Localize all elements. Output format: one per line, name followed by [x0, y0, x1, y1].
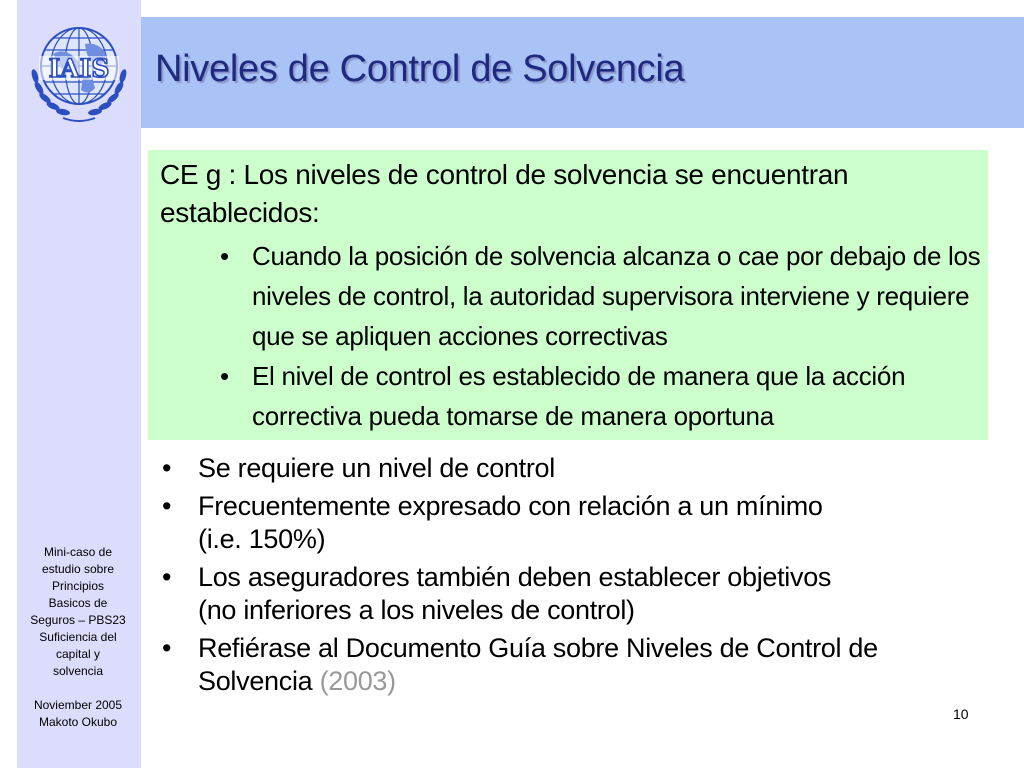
main-bullet-text: Frecuentemente expresado con relación a un mínimo — [198, 491, 823, 521]
main-bullet-text: Refiérase al Documento Guía sobre Niveles de Control de Solvencia — [198, 633, 878, 696]
main-bullet-year: (2003) — [319, 666, 396, 696]
iais-logo — [23, 14, 135, 126]
sidebar-caption-line: Seguros – PBS23 — [30, 613, 126, 627]
bullet-icon: • — [162, 453, 172, 483]
callout-bullet — [218, 356, 988, 436]
callout-bullet-text: Cuando la posición de solvencia alcanza o cae por debajo de los niveles de control, la autoridad supervisora interviene y requiere que se apliquen acciones correctivas — [252, 241, 981, 351]
main-bullet-text: Los aseguradores también deben establecer objetivos — [198, 562, 832, 592]
main-bullet — [158, 490, 958, 556]
callout-bullet — [218, 236, 988, 356]
sidebar-caption-line: Principios — [51, 579, 105, 593]
bullet-icon: • — [162, 562, 172, 592]
sidebar-caption-line: solvencia — [52, 664, 104, 678]
sidebar-caption-line: Basicos de — [48, 596, 108, 610]
bullet-icon: • — [220, 241, 229, 271]
sidebar-meta — [24, 697, 132, 731]
logo-text: IAIS — [48, 54, 110, 83]
sidebar-caption — [24, 544, 132, 680]
main-bullet — [158, 561, 958, 627]
sidebar-caption-line: Suficiencia del — [39, 630, 117, 644]
main-bullet — [158, 632, 958, 698]
main-bullet — [158, 452, 958, 485]
page-title: Niveles de Control de Solvencia — [155, 48, 685, 90]
callout-heading: CE g : Los niveles de control de solvencia se encuentran establecidos: — [160, 159, 849, 228]
bullet-icon: • — [162, 633, 172, 663]
callout-bullet-text: El nivel de control es establecido de manera que la acción correctiva pueda tomarse de manera oportuna — [252, 361, 906, 431]
main-bullet-note: (i.e. 150%) — [198, 524, 326, 554]
main-bullet-list — [158, 452, 958, 703]
sidebar-date: Noviember 2005 — [33, 698, 123, 712]
bullet-icon: • — [162, 491, 172, 521]
sidebar-caption-line: capital y — [55, 647, 101, 661]
sidebar-author: Makoto Okubo — [38, 715, 118, 729]
main-bullet-text: Se requiere un nivel de control — [198, 453, 555, 483]
sidebar-caption-line: estudio sobre — [41, 562, 115, 576]
bullet-icon: • — [220, 361, 229, 391]
callout-bullet-list — [218, 236, 988, 436]
sidebar-caption-line: Mini-caso de — [43, 545, 113, 559]
main-bullet-note: (no inferiores a los niveles de control) — [198, 595, 635, 625]
page-number: 10 — [953, 706, 969, 722]
